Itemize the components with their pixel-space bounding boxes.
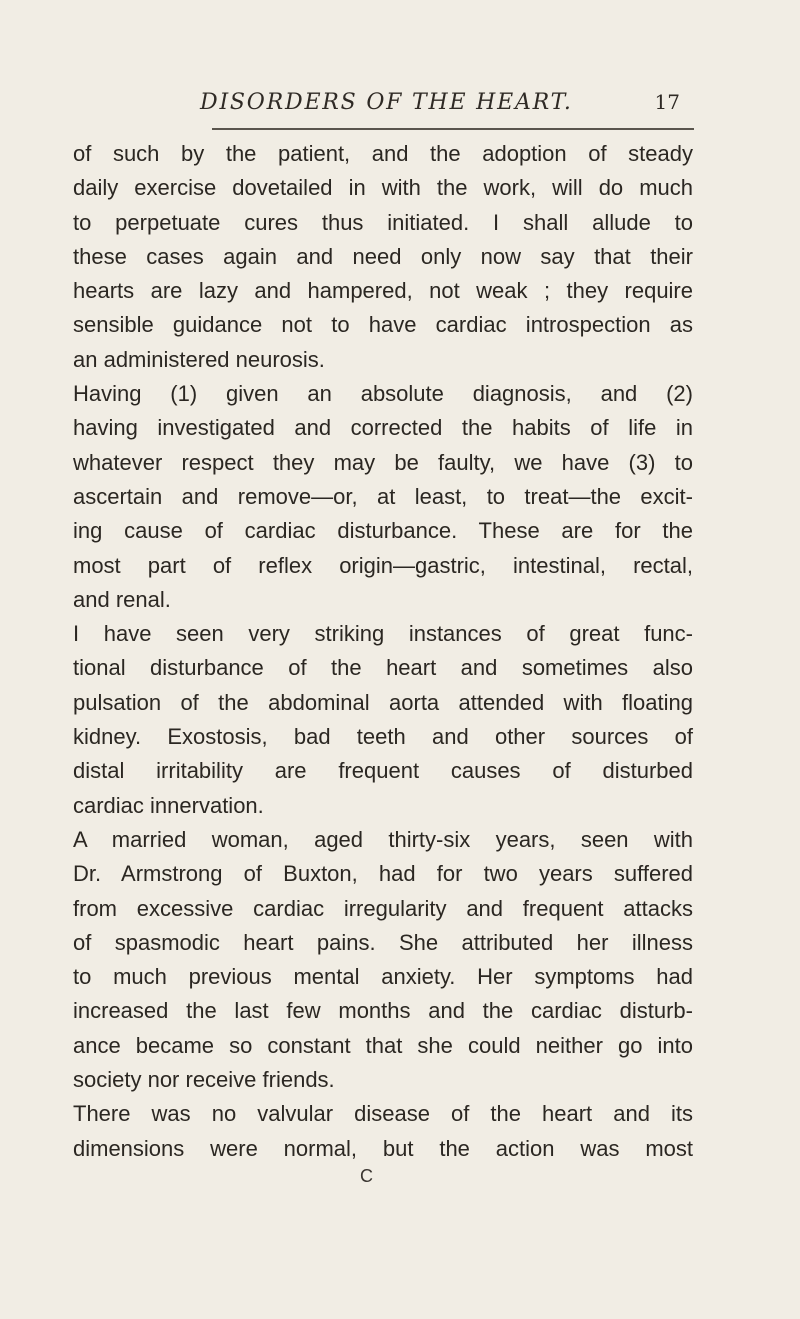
text-line: A married woman, aged thirty-six years, seen with [73, 826, 693, 852]
text-line: society nor receive friends. [73, 1067, 335, 1093]
text-line: having investigated and corrected the habits of life in [73, 415, 693, 441]
text-line: daily exercise dovetailed in with the work, will do much [73, 175, 693, 201]
text-line: and renal. [73, 586, 171, 612]
header-rule [212, 128, 694, 130]
text-line: There was no valvular disease of the heart and its [73, 1101, 693, 1127]
body-text [73, 137, 693, 1166]
running-head: DISORDERS OF THE HEART. [200, 90, 573, 115]
text-line: ing cause of cardiac disturbance. These are for the [73, 518, 693, 544]
text-line: of spasmodic heart pains. She attributed her illness [73, 929, 693, 955]
text-line: cardiac innervation. [73, 792, 264, 818]
text-line: I have seen very striking instances of great func- [73, 621, 693, 647]
text-line: to perpetuate cures thus initiated. I shall allude to [73, 209, 693, 235]
page-header [200, 90, 700, 120]
text-line: sensible guidance not to have cardiac introspection as [73, 312, 693, 338]
text-line: dimensions were normal, but the action was most [73, 1135, 693, 1161]
text-line: from excessive cardiac irregularity and frequent attacks [73, 895, 693, 921]
text-line: to much previous mental anxiety. Her symptoms had [73, 964, 693, 990]
text-line: distal irritability are frequent causes of disturbed [73, 758, 693, 784]
text-line: of such by the patient, and the adoption of steady [73, 141, 693, 166]
text-line: hearts are lazy and hampered, not weak ; they require [73, 278, 693, 304]
signature-mark: C [360, 1166, 373, 1186]
text-line: kidney. Exostosis, bad teeth and other sources of [73, 724, 693, 750]
text-line: increased the last few months and the cardiac disturb- [73, 998, 693, 1024]
text-line: an administered neurosis. [73, 346, 325, 372]
text-line: these cases again and need only now say that their [73, 243, 693, 269]
page-number: 17 [654, 90, 680, 114]
text-line: whatever respect they may be faulty, we have (3) to [73, 449, 693, 475]
text-line: tional disturbance of the heart and sometimes also [73, 655, 693, 681]
text-line: Dr. Armstrong of Buxton, had for two years suffered [73, 861, 693, 887]
text-line: Having (1) given an absolute diagnosis, and (2) [73, 381, 693, 407]
text-line: ance became so constant that she could neither go into [73, 1032, 693, 1058]
text-line: pulsation of the abdominal aorta attended with floating [73, 689, 693, 715]
text-line: most part of reflex origin—gastric, intestinal, rectal, [73, 552, 693, 578]
text-line: ascertain and remove—or, at least, to treat—the excit- [73, 483, 693, 509]
